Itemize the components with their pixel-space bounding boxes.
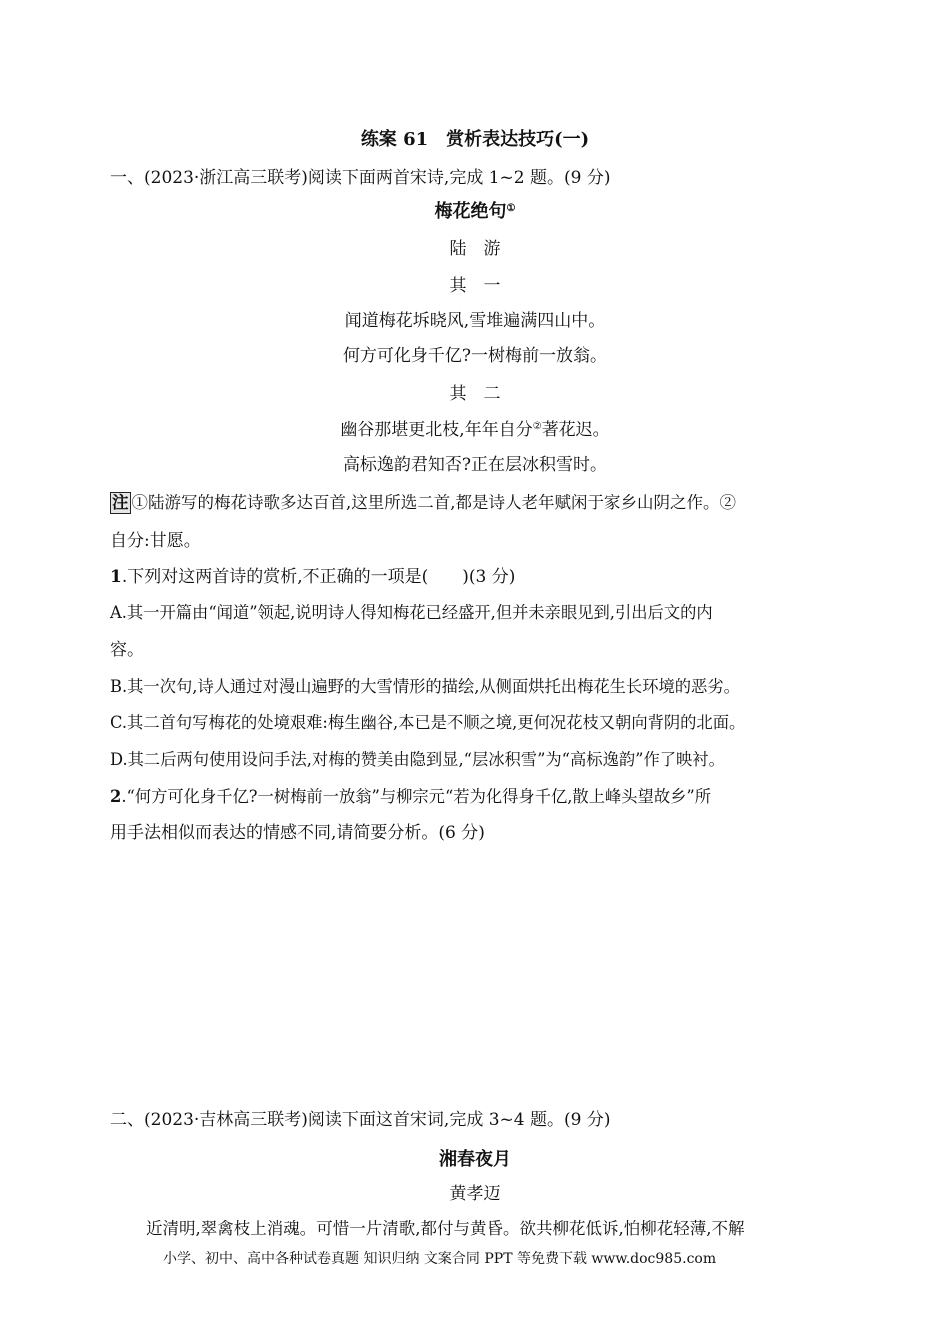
poem2-title: 湘春夜月 bbox=[439, 1149, 511, 1170]
part2-line-1 bbox=[0, 418, 950, 442]
page-title: 练案 61 赏析表达技巧(一) bbox=[360, 129, 590, 150]
part2-line-1-note: ② bbox=[532, 421, 542, 432]
question-2-number: 2 bbox=[110, 787, 122, 806]
poem2-first-line: 近清明,翠禽枝上消魂。可惜一片清歌,都付与黄昏。欲共柳花低诉,怕柳花轻薄,不解 bbox=[146, 1219, 745, 1238]
poem1-author: 陆 游 bbox=[449, 239, 501, 259]
question-2-text: .“何方可化身千亿?一树梅前一放翁”与柳宗元“若为化得身千亿,散上峰头望故乡”所 bbox=[121, 787, 712, 806]
note-line-2: 自分:甘愿。 bbox=[110, 531, 201, 551]
question-1-number: 1 bbox=[110, 567, 122, 587]
part1-label: 其 一 bbox=[449, 276, 501, 296]
section1-header: 一、(2023·浙江高三联考)阅读下面两首宋诗,完成 1~2 题。(9 分) bbox=[110, 168, 611, 188]
poem1-title-text: 梅花绝句 bbox=[434, 201, 507, 222]
part1-line-1: 闻道梅花坼晓风,雪堆遍满四山中。 bbox=[344, 311, 606, 331]
part2-line-1-b: 著花迟。 bbox=[541, 420, 610, 440]
option-c: C.其二首句写梅花的处境艰难:梅生幽谷,本已是不顺之境,更何况花枝又朝向背阴的北面。 bbox=[110, 713, 746, 732]
poem2-author: 黄孝迈 bbox=[449, 1184, 501, 1204]
poem1-title-note: ① bbox=[506, 203, 516, 214]
question-1 bbox=[110, 565, 515, 589]
poem1-title bbox=[0, 200, 950, 224]
option-a-line-2: 容。 bbox=[110, 640, 144, 660]
option-b: B.其一次句,诗人通过对漫山遍野的大雪情形的描绘,从侧面烘托出梅花生长环境的恶劣。 bbox=[110, 677, 740, 696]
note-text-1: ①陆游写的梅花诗歌多达百首,这里所选二首,都是诗人老年赋闲于家乡山阴之作。② bbox=[131, 493, 736, 512]
question-2-line-1 bbox=[110, 785, 711, 809]
option-d: D.其二后两句使用设问手法,对梅的赞美由隐到显,“层冰积雪”为“高标逸韵”作了映衬。 bbox=[110, 750, 725, 769]
note-line-1 bbox=[110, 491, 736, 515]
question-2-line-2: 用手法相似而表达的情感不同,请简要分析。(6 分) bbox=[110, 823, 485, 843]
note-mark: 注 bbox=[112, 493, 129, 512]
part2-line-1-a: 幽谷那堪更北枝,年年自分 bbox=[340, 420, 533, 440]
part2-label: 其 二 bbox=[449, 384, 501, 404]
part1-line-2: 何方可化身千亿?一树梅前一放翁。 bbox=[342, 346, 608, 366]
section2-header: 二、(2023·吉林高三联考)阅读下面这首宋词,完成 3~4 题。(9 分) bbox=[110, 1110, 611, 1130]
page-footer: 小学、初中、高中各种试卷真题 知识归纳 文案合同 PPT 等免费下载 www.doc985.com bbox=[163, 1251, 717, 1267]
question-1-text: .下列对这两首诗的赏析,不正确的一项是( )(3 分) bbox=[121, 567, 516, 587]
part2-line-2: 高标逸韵君知否?正在层冰积雪时。 bbox=[342, 455, 608, 475]
option-a-line-1: A.其一开篇由“闻道”领起,说明诗人得知梅花已经盛开,但并未亲眼见到,引出后文的内 bbox=[110, 603, 713, 622]
